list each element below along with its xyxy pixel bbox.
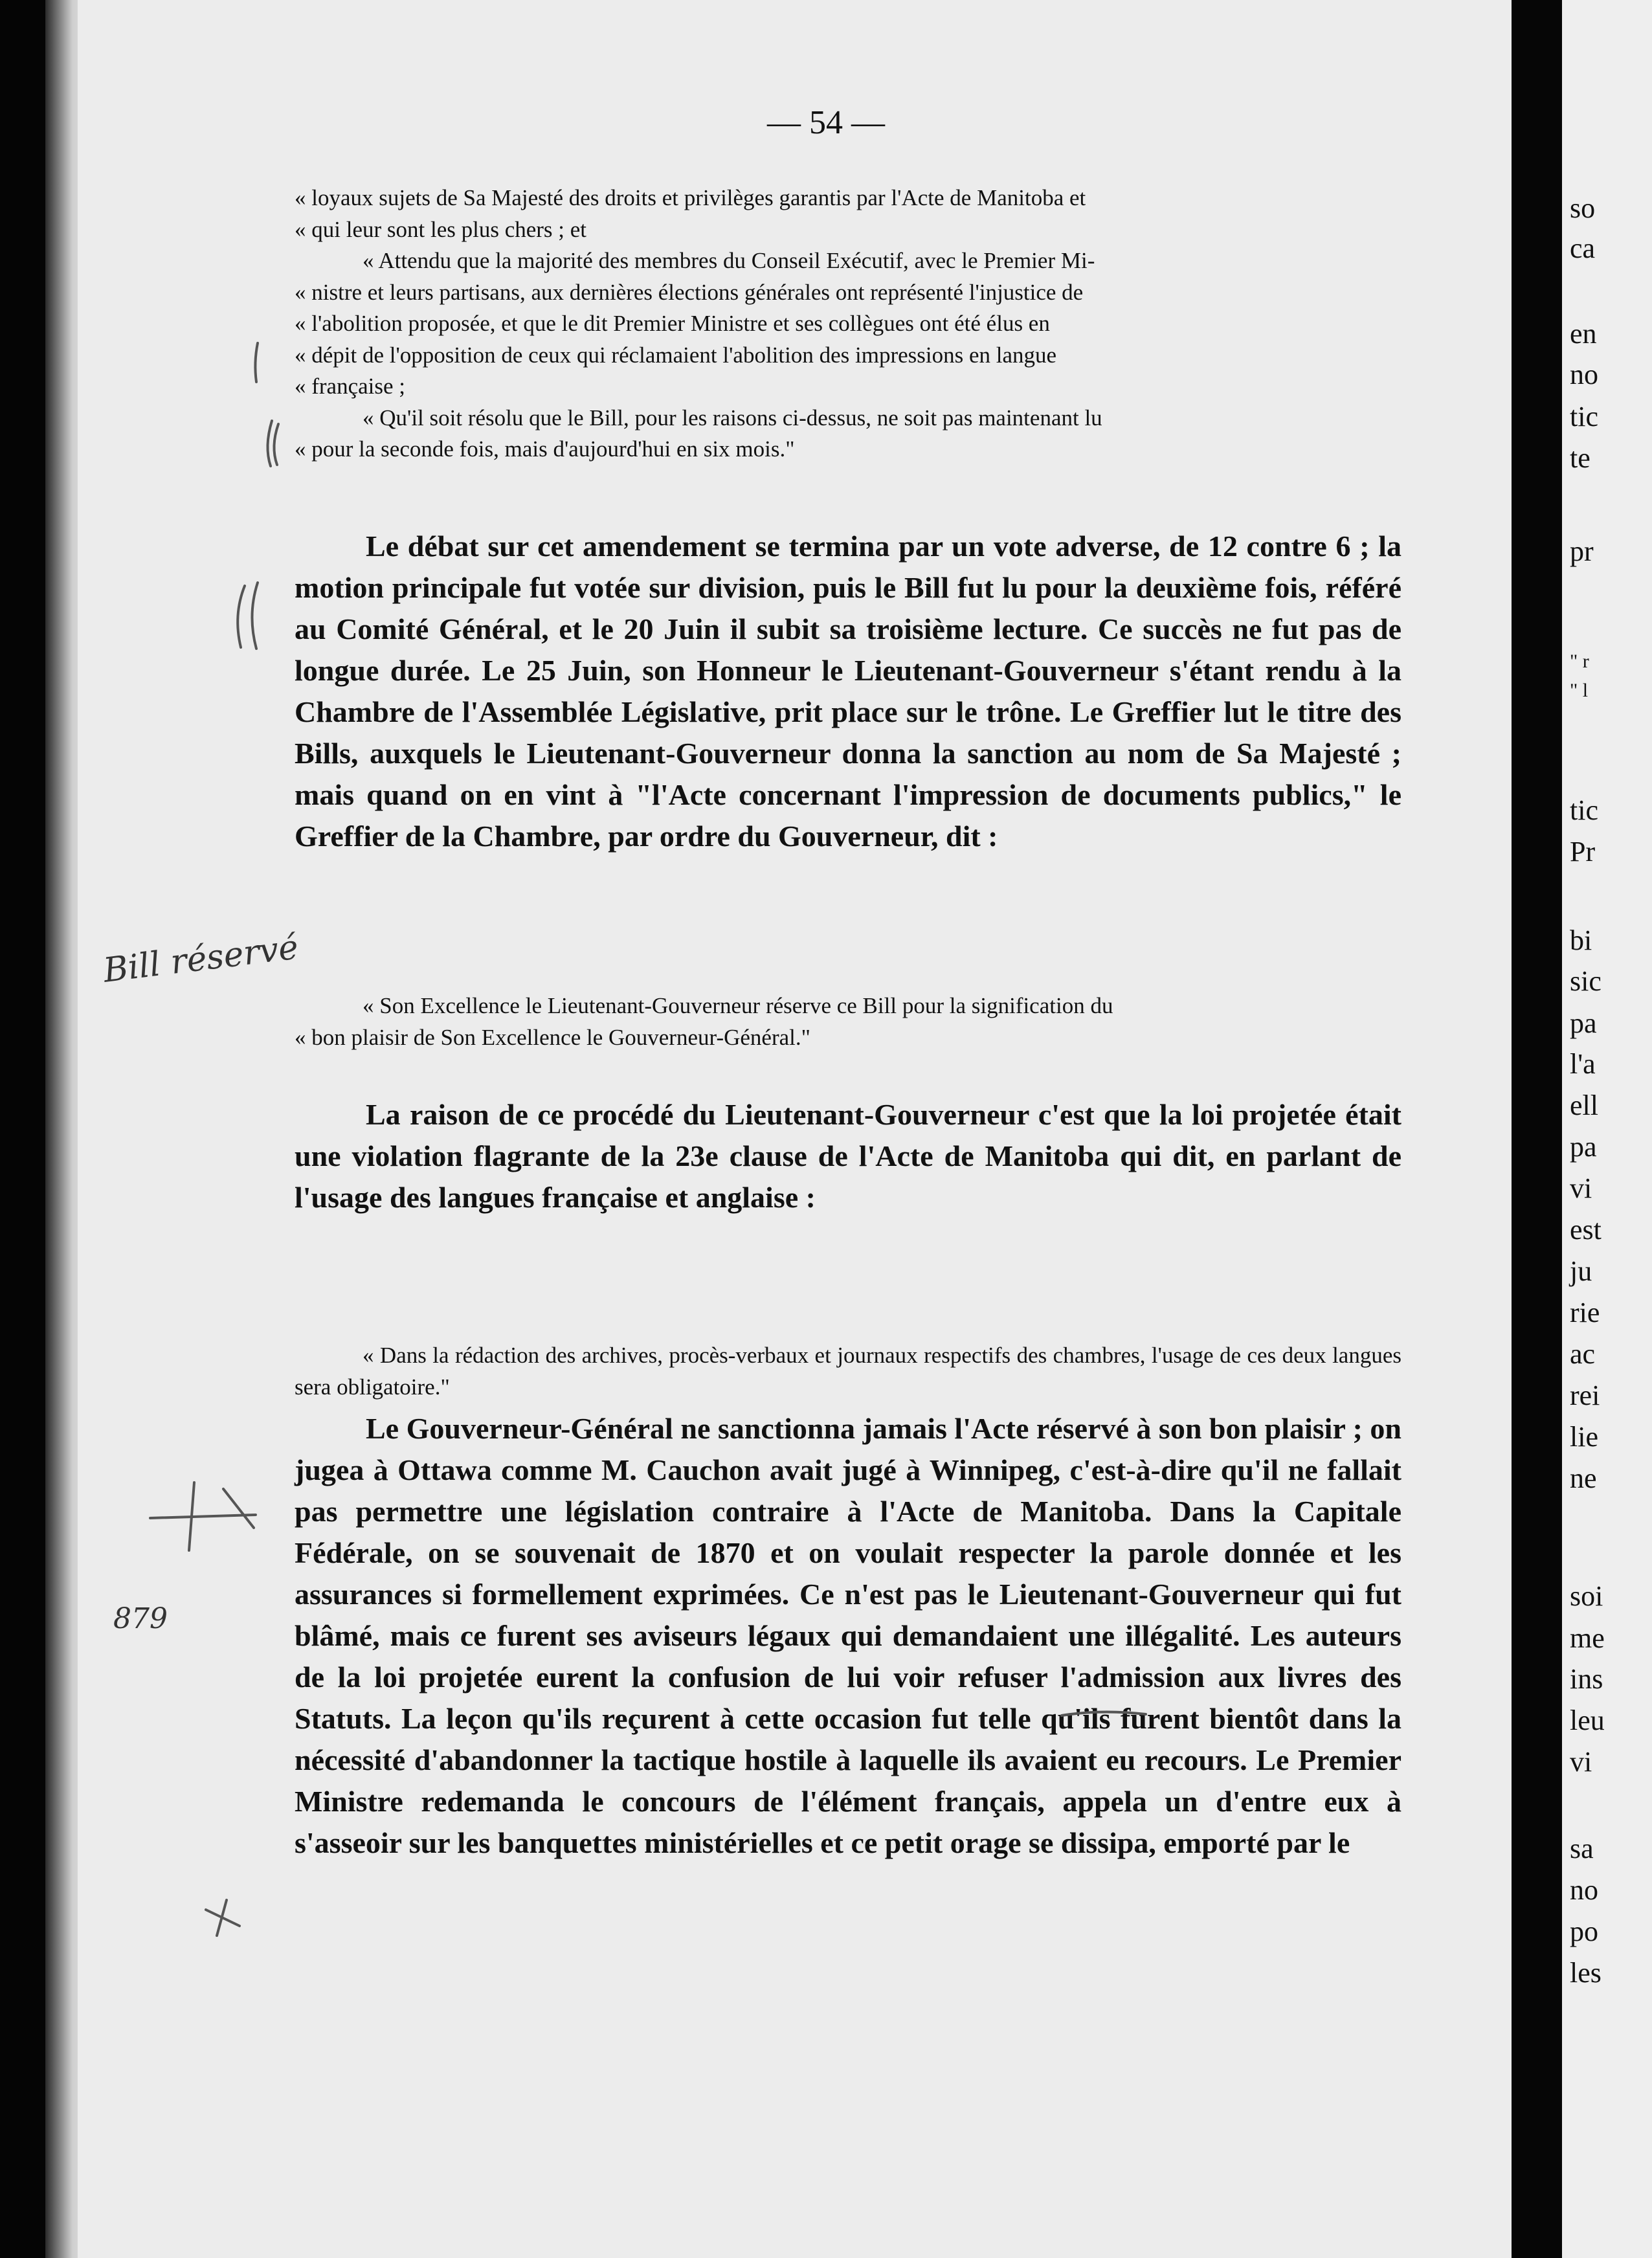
quote-line: « Qu'il soit résolu que le Bill, pour les raisons ci-dessus, ne soit pas maintenant lu [363, 405, 1102, 430]
facing-fragment: sic [1570, 965, 1602, 997]
paragraph-text: Le débat sur cet amendement se termina par un vote adverse, de 12 contre 6 ; la motion principale fut votée sur division, puis le Bill fut lu pour la deuxième fois, référé au Comité Général, et le 20 Juin il subit sa troisième lecture. Ce succès ne fut pas de longue durée. Le 25 Juin, son Honneur le Lieutenant-Gouverneur s'étant rendu à la Chambre de l'Assemblée Législative, prit place sur le trône. Le Greffier lut le titre des Bills, auxquels le Lieutenant-Gouverneur donna la sanction au nom de Sa Majesté ; mais quand on en vint à "l'Acte concernant l'impression de documents publics," le Greffier de la Chambre, par ordre du Gouverneur, dit : [295, 530, 1401, 853]
page-number: — 54 — [767, 104, 885, 141]
facing-fragment: sa [1570, 1833, 1594, 1864]
facing-fragment: ju [1570, 1255, 1592, 1287]
facing-fragment: Pr [1570, 836, 1596, 867]
facing-page [1562, 0, 1652, 2258]
quote-line: « pour la seconde fois, mais d'aujourd'hui en six mois." [295, 436, 795, 462]
facing-fragment: bi [1570, 924, 1592, 956]
quote-line: « nistre et leurs partisans, aux dernières élections générales ont représenté l'injustice de [295, 279, 1084, 305]
facing-fragment: rie [1570, 1297, 1600, 1328]
facing-fragment: tic [1570, 401, 1598, 432]
facing-fragment: leu [1570, 1705, 1605, 1736]
facing-fragment: no [1570, 1874, 1598, 1906]
facing-fragment: pa [1570, 1007, 1597, 1039]
quote-line: « loyaux sujets de Sa Majesté des droits et privilèges garantis par l'Acte de Manitoba et [295, 185, 1086, 210]
quote-line: « l'abolition proposée, et que le dit Premier Ministre et ses collègues ont été élus en [295, 311, 1050, 336]
quote-line: « française ; [295, 374, 406, 399]
facing-fragment: no [1570, 359, 1598, 390]
facing-fragment: ell [1570, 1090, 1598, 1121]
facing-fragment: en [1570, 318, 1597, 350]
facing-fragment: les [1570, 1957, 1602, 1989]
facing-fragment: po [1570, 1916, 1598, 1947]
facing-fragment: ins [1570, 1663, 1603, 1695]
body-paragraph-1 [295, 526, 1401, 857]
facing-fragment: ac [1570, 1338, 1596, 1370]
facing-fragment: pa [1570, 1131, 1597, 1163]
body-paragraph-3 [295, 1408, 1401, 1864]
facing-fragment: vi [1570, 1172, 1592, 1204]
facing-fragment: " l [1570, 680, 1589, 701]
body-paragraph-2 [295, 1094, 1401, 1218]
facing-fragment: ne [1570, 1462, 1597, 1494]
facing-fragment: pr [1570, 535, 1594, 567]
facing-fragment: l'a [1570, 1048, 1596, 1080]
facing-fragment: me [1570, 1622, 1605, 1654]
quote-amendment [295, 183, 1401, 465]
facing-fragment: lie [1570, 1421, 1598, 1453]
quote-line: « Attendu que la majorité des membres du Conseil Exécutif, avec le Premier Mi- [363, 248, 1095, 273]
facing-fragment: tic [1570, 794, 1598, 826]
facing-fragment: vi [1570, 1746, 1592, 1778]
quote-line: « Son Excellence le Lieutenant-Gouverneur réserve ce Bill pour la signification du [363, 993, 1113, 1018]
margin-handwritten-year: 879 [113, 1602, 168, 1635]
facing-fragment: te [1570, 442, 1591, 474]
quote-line: « bon plaisir de Son Excellence le Gouverneur-Général." [295, 1024, 810, 1050]
facing-fragment: rei [1570, 1380, 1600, 1411]
facing-fragment: ca [1570, 232, 1596, 264]
quote-line: « qui leur sont les plus chers ; et [295, 216, 587, 242]
quote-line: « Dans la rédaction des archives, procès-verbaux et journaux respectifs des chambres, l'usage de ces deux langues sera obligatoire." [295, 1343, 1401, 1400]
book-gutter [1512, 0, 1562, 2258]
facing-fragment: est [1570, 1214, 1602, 1246]
facing-fragment: " r [1570, 651, 1589, 672]
paragraph-text: Le Gouverneur-Général ne sanctionna jamais l'Acte réservé à son bon plaisir ; on jugea à Ottawa comme M. Cauchon avait jugé à Winnipeg, c'est-à-dire qu'il ne fallait pas permettre une législation contraire à l'Acte de Manitoba. Dans la Capitale Fédérale, on se souvenait de 1870 et on voulait respecter la parole donnée et les assurances si formellement exprimées. Ce n'est pas le Lieutenant-Gouverneur qui fut blâmé, mais ce furent ses aviseurs légaux qui demandaient une illégalité. Les auteurs de la loi projetée eurent la confusion de lui voir refuser l'admission aux livres des Statuts. La leçon qu'ils reçurent à cette occasion fut telle qu'ils furent bientôt dans la nécessité d'abandonner la tactique hostile à laquelle ils avaient eu recours. Le Premier Ministre redemanda le concours de l'élément français, appela un d'entre eux à s'asseoir sur les banquettes ministérielles et ce petit orage se dissipa, emporté par le [295, 1412, 1401, 1859]
quote-clause-23 [295, 1340, 1401, 1403]
facing-fragment: soi [1570, 1580, 1603, 1612]
quote-line: « dépit de l'opposition de ceux qui réclamaient l'abolition des impressions en langue [295, 342, 1057, 368]
margin-handwritten-note: Bill réservé [101, 928, 301, 990]
quote-reservation [295, 990, 1401, 1053]
facing-fragment: so [1570, 192, 1596, 224]
paragraph-text: La raison de ce procédé du Lieutenant-Gouverneur c'est que la loi projetée était une violation flagrante de la 23e clause de l'Acte de Manitoba qui dit, en parlant de l'usage des langues française et anglaise : [295, 1098, 1401, 1214]
